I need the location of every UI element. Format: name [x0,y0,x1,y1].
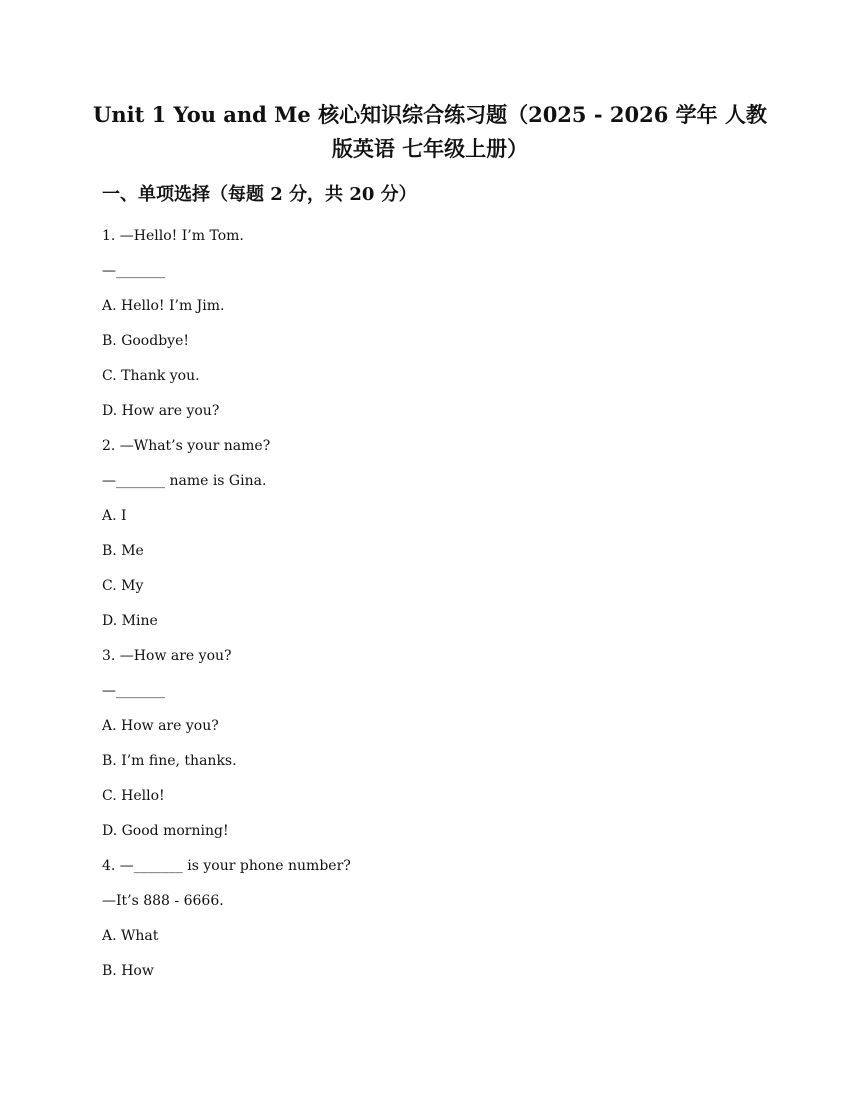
option-line: B. I’m fine, thanks. [102,753,237,769]
option-line: C. Hello! [102,788,165,804]
option-line: D. How are you? [102,403,220,419]
question-line: 2. —What’s your name? [102,438,271,454]
document-title: Unit 1 You and Me 核心知识综合练习题（2025 - 2026 学年 人教版英语 七年级上册） [93,102,767,161]
option-line: D. Mine [102,613,158,629]
option-line: A. What [102,928,159,944]
question-line: 1. —Hello! I’m Tom. [102,228,244,244]
option-line: A. Hello! I’m Jim. [102,298,225,314]
option-line: B. How [102,963,154,979]
section-heading: 一、单项选择（每题 2 分，共 20 分） [102,184,417,205]
question-list [102,226,351,996]
option-line: A. I [102,508,127,524]
option-line: A. How are you? [102,718,219,734]
question-line: 4. —_______ is your phone number? [102,858,351,874]
option-line: D. Good morning! [102,823,229,839]
answer-blank-line: —_______ [102,263,165,279]
answer-blank-line: —_______ name is Gina. [102,473,267,489]
option-line: C. Thank you. [102,368,200,384]
answer-blank-line: —_______ [102,683,165,699]
option-line: C. My [102,578,144,594]
option-line: B. Me [102,543,144,559]
question-line: 3. —How are you? [102,648,232,664]
answer-line: —It’s 888 - 6666. [102,893,224,909]
option-line: B. Goodbye! [102,333,189,349]
